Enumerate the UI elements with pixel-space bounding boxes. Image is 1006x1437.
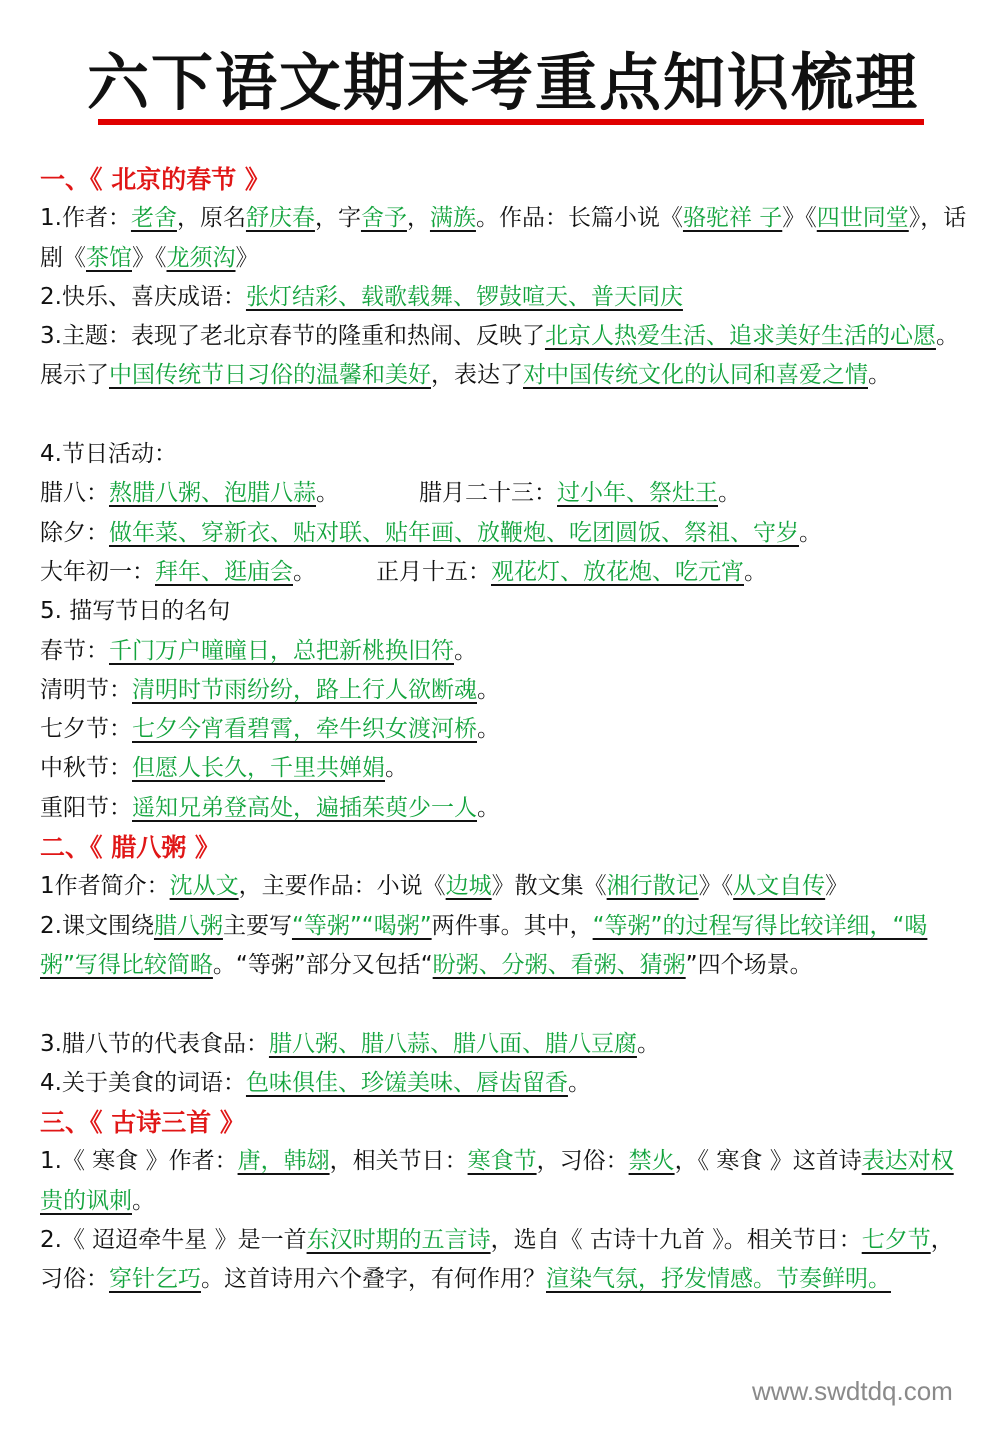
section-heading-2: 二、《 腊八粥 》	[40, 833, 220, 863]
poem-row	[40, 632, 970, 671]
answer: 东汉时期的五言诗	[306, 1227, 491, 1254]
answer: 腊八粥	[153, 912, 223, 939]
text: 1.作者：	[40, 205, 131, 232]
answer: 做年菜、穿新衣、贴对联、贴年画、放鞭炮、吃团圆饭、祭祖、守岁	[109, 519, 799, 546]
poem-row	[40, 710, 970, 749]
s1-author-paragraph	[40, 199, 970, 278]
text: 3.腊八节的代表食品：	[40, 1030, 269, 1057]
text: 2.课文围绕	[40, 912, 154, 939]
s3-hanshi-paragraph	[40, 1142, 970, 1221]
label: 2.快乐、喜庆成语：	[40, 283, 246, 310]
answer: 骆驼祥 子	[682, 205, 783, 232]
text: ，字	[314, 205, 361, 232]
answer: 中国传统节日习俗的温馨和美好	[109, 362, 431, 389]
s1-idioms	[40, 278, 970, 317]
text: 》《	[132, 244, 167, 271]
answer: 沈从文	[169, 873, 239, 900]
answer: 禁火	[628, 1148, 675, 1175]
answer: 茶馆	[86, 244, 132, 271]
text: 。	[477, 794, 500, 821]
text: 。	[293, 558, 316, 585]
text: 》，话剧《	[40, 205, 967, 271]
text: ，习俗：	[536, 1148, 629, 1175]
answer: “等粥”的过程写得比较详细，“喝粥”写得比较简略	[40, 912, 928, 978]
answer: 龙须沟	[166, 244, 236, 271]
answer: 熬腊八粥、泡腊八蒜	[109, 480, 316, 507]
poem-row	[40, 671, 970, 710]
text: 1.《 寒食 》作者：	[40, 1148, 238, 1175]
answer: 拜年、逛庙会	[155, 558, 293, 585]
answer: 从文自传	[733, 873, 826, 900]
section-heading-3: 三、《 古诗三首 》	[40, 1108, 245, 1138]
answer: 但愿人长久，千里共婵娟	[132, 755, 385, 782]
answer: 遥知兄弟登高处，遍插茱萸少一人	[132, 794, 477, 821]
text: ，选自《 古诗十九首 》。相关节日：	[490, 1227, 862, 1254]
answer: 观花灯、放花炮、吃元宵	[491, 558, 744, 585]
answer: 寒食节	[467, 1148, 537, 1175]
answer: 湘行散记	[606, 873, 699, 900]
answer: 满族	[429, 205, 476, 232]
s2-foods	[40, 1025, 970, 1064]
text: 3.主题：表现了老北京春节的隆重和热闹、反映了	[40, 323, 545, 350]
section-heading-1: 一、《 北京的春节 》	[40, 165, 270, 194]
text: 。	[385, 755, 408, 782]
answer: 唐，韩翃	[237, 1148, 330, 1175]
answer: 七夕节	[861, 1227, 931, 1254]
s1-activity-laba	[40, 474, 970, 513]
label: 七夕节：	[40, 716, 132, 743]
answer: 腊八粥、腊八蒜、腊八面、腊八豆腐	[268, 1030, 637, 1057]
text: 。	[718, 480, 741, 507]
answer: 表达对权贵的讽刺	[40, 1148, 954, 1214]
s2-content-paragraph	[40, 907, 970, 1025]
text: ，《 寒食 》这首诗	[674, 1148, 862, 1175]
answer: 色味俱佳、珍馐美味、唇齿留香	[245, 1069, 568, 1096]
answer: 边城	[445, 873, 492, 900]
text: 。	[454, 637, 477, 664]
text: 4.关于美食的词语：	[40, 1069, 246, 1096]
s2-author	[40, 867, 970, 906]
text: 。展示了	[40, 323, 959, 389]
answer: 渲染气氛，抒发情感。节奏鲜明。	[546, 1266, 891, 1293]
s1-activity-newyear	[40, 553, 970, 592]
answer: 四世同堂	[816, 205, 909, 232]
text: 。	[316, 480, 339, 507]
answer: 七夕今宵看碧霄，牵牛织女渡河桥	[132, 716, 477, 743]
answer: 穿针乞巧	[109, 1266, 201, 1293]
label: 大年初一：	[40, 558, 155, 585]
s1-poems-label: 5. 描写节日的名句	[40, 598, 231, 625]
text: 2.《 迢迢牵牛星 》是一首	[40, 1227, 307, 1254]
text: 》《	[782, 205, 817, 232]
poem-row	[40, 749, 970, 788]
label: 腊八：	[40, 480, 109, 507]
text: 。	[567, 1069, 591, 1096]
text: 》	[235, 244, 259, 271]
text: 。	[868, 362, 891, 389]
text: ，	[406, 205, 430, 232]
text: 。	[477, 676, 500, 703]
answer: 对中国传统文化的认同和喜爱之情	[523, 362, 868, 389]
text: 。	[744, 558, 767, 585]
text: ”四个场景。	[685, 951, 813, 978]
title-underline	[98, 119, 924, 125]
text: 主要写	[222, 912, 292, 939]
label: 春节：	[40, 637, 109, 664]
text: 。	[636, 1030, 660, 1057]
answer: “等粥”“喝粥”	[291, 912, 432, 939]
text: 》散文集《	[491, 873, 607, 900]
text: 。这首诗用六个叠字，有何作用？	[201, 1266, 546, 1293]
text: ，表达了	[431, 362, 523, 389]
watermark-url: www.swdtdq.com	[752, 1376, 953, 1406]
text: ，相关节日：	[329, 1148, 468, 1175]
text: 》《	[698, 873, 734, 900]
text: 》	[825, 873, 849, 900]
answer: 清明时节雨纷纷，路上行人欲断魂	[132, 676, 477, 703]
s1-activities-label: 4.节日活动：	[40, 441, 177, 468]
text: 1作者简介：	[40, 873, 170, 900]
label: 重阳节：	[40, 794, 132, 821]
text: ，习俗：	[40, 1227, 954, 1293]
document-body	[40, 160, 970, 1339]
answer: 千门万户曈曈日，总把新桃换旧符	[109, 637, 454, 664]
answer: 舍予	[360, 205, 407, 232]
poem-row	[40, 789, 970, 828]
answer: 老舍	[130, 205, 177, 232]
label: 腊月二十三：	[419, 480, 557, 507]
text: 。“等粥”部分又包括“	[212, 951, 433, 978]
label: 中秋节：	[40, 755, 132, 782]
answer: 北京人热爱生活、追求美好生活的心愿	[544, 323, 936, 350]
s3-tiaotiao-paragraph	[40, 1221, 970, 1339]
page-title: 六下语文期末考重点知识梳理	[86, 46, 919, 119]
s1-activity-chuxi	[40, 514, 970, 553]
answer: 张灯结彩、载歌载舞、锣鼓喧天、普天同庆	[245, 283, 683, 310]
text: 。	[132, 1187, 155, 1214]
text: 。	[799, 519, 822, 546]
text: 。作品：长篇小说《	[475, 205, 683, 232]
text: ，主要作品：小说《	[238, 873, 446, 900]
label: 正月十五：	[376, 558, 491, 585]
label: 清明节：	[40, 676, 132, 703]
text: ，原名	[176, 205, 246, 232]
text: 两件事。其中，	[431, 912, 593, 939]
answer: 过小年、祭灶王	[557, 480, 718, 507]
text: 。	[477, 716, 500, 743]
s2-words	[40, 1064, 970, 1103]
answer: 盼粥、分粥、看粥、猜粥	[432, 951, 686, 978]
answer: 舒庆春	[245, 205, 315, 232]
s1-theme-paragraph	[40, 317, 970, 435]
label: 除夕：	[40, 519, 109, 546]
